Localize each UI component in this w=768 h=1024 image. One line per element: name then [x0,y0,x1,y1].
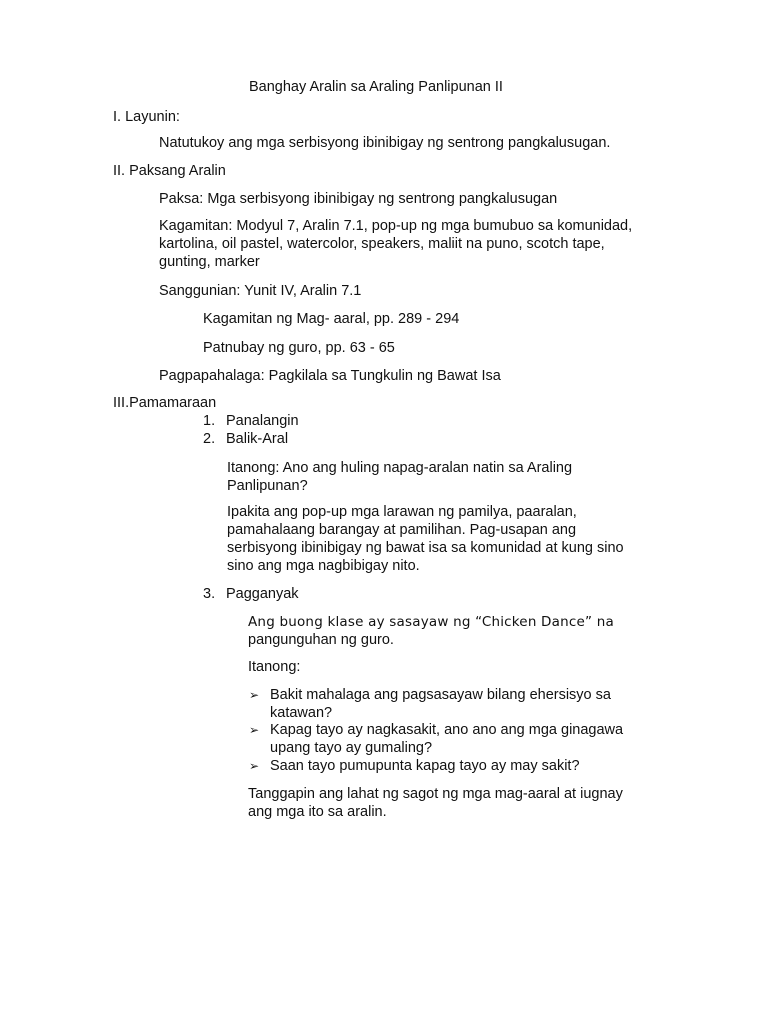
itanong-paragraph [227,459,667,495]
bullet-item [270,686,670,722]
closing-line: ang mga ito sa aralin. [248,804,387,820]
arrow-bullet-icon: ➢ [249,759,260,773]
section-heading-pamamaraan: III.Pamamaraan [113,395,217,411]
bullet-line: katawan? [270,705,333,721]
objective-text: Natutukoy ang mga serbisyong ibinibigay ng sentrong pangkalusugan. [159,135,611,151]
ipakita-line: Ipakita ang pop-up mga larawan ng pamilya, paaralan, [227,504,577,520]
ipakita-paragraph [227,503,667,575]
reference-kagamitan: Kagamitan ng Mag- aaral, pp. 289 - 294 [203,311,460,327]
ipakita-line: sino ang mga nagbibigay nito. [227,558,420,574]
arrow-bullet-icon: ➢ [249,723,260,737]
bullet-line: Bakit mahalaga ang pagsasayaw bilang ehersisyo sa [270,687,611,703]
itanong-label: Itanong: [248,659,301,675]
itanong-line: Itanong: Ano ang huling napag-aralan natin sa Araling [227,460,573,476]
ipakita-line: serbisyong ibinibigay ng bawat isa sa komunidad at kung sino [227,540,624,556]
kagamitan-line: gunting, marker [159,254,260,270]
step-pagganyak: Pagganyak [226,586,299,602]
closing-line: Tanggapin ang lahat ng sagot ng mga mag-aaral at iugnay [248,786,623,802]
arrow-bullet-icon: ➢ [249,688,260,702]
closing-paragraph [248,785,668,821]
bullet-item [270,721,670,757]
step-panalangin: Panalangin [226,413,299,429]
step-balik-aral: Balik-Aral [226,431,289,447]
section-heading-layunin: I. Layunin: [113,109,180,125]
bullet-item [270,757,670,775]
kagamitan-line: kartolina, oil pastel, watercolor, speakers, maliit na puno, scotch tape, [159,236,605,252]
section-heading-paksang-aralin: II. Paksang Aralin [113,163,226,179]
bullet-line: upang tayo ay gumaling? [270,740,433,756]
itanong-line: Panlipunan? [227,478,308,494]
sanggunian-text: Sanggunian: Yunit IV, Aralin 7.1 [159,283,362,299]
step-number: 1. [203,413,216,429]
step-number: 3. [203,586,216,602]
reference-patnubay: Patnubay ng guro, pp. 63 - 65 [203,340,395,356]
bullet-line: Saan tayo pumupunta kapag tayo ay may sakit? [270,758,580,774]
kagamitan-line: Kagamitan: Modyul 7, Aralin 7.1, pop-up ng mga bumubuo sa komunidad, [159,218,633,234]
bullet-line: Kapag tayo ay nagkasakit, ano ano ang mga ginagawa [270,722,624,738]
ganyak-line: Ang buong klase ay sasayaw ng “Chicken Dance” na [248,614,614,630]
paksa-text: Paksa: Mga serbisyong ibinibigay ng sentrong pangkalusugan [159,191,558,207]
kagamitan-paragraph [159,217,679,271]
document-title: Banghay Aralin sa Araling Panlipunan II [249,79,503,95]
pagpapahalaga-text: Pagpapahalaga: Pagkilala sa Tungkulin ng Bawat Isa [159,368,501,384]
step-number: 2. [203,431,216,447]
ipakita-line: pamahalaang barangay at pamilihan. Pag-usapan ang [227,522,577,538]
ganyak-line: pangunguhan ng guro. [248,632,394,648]
